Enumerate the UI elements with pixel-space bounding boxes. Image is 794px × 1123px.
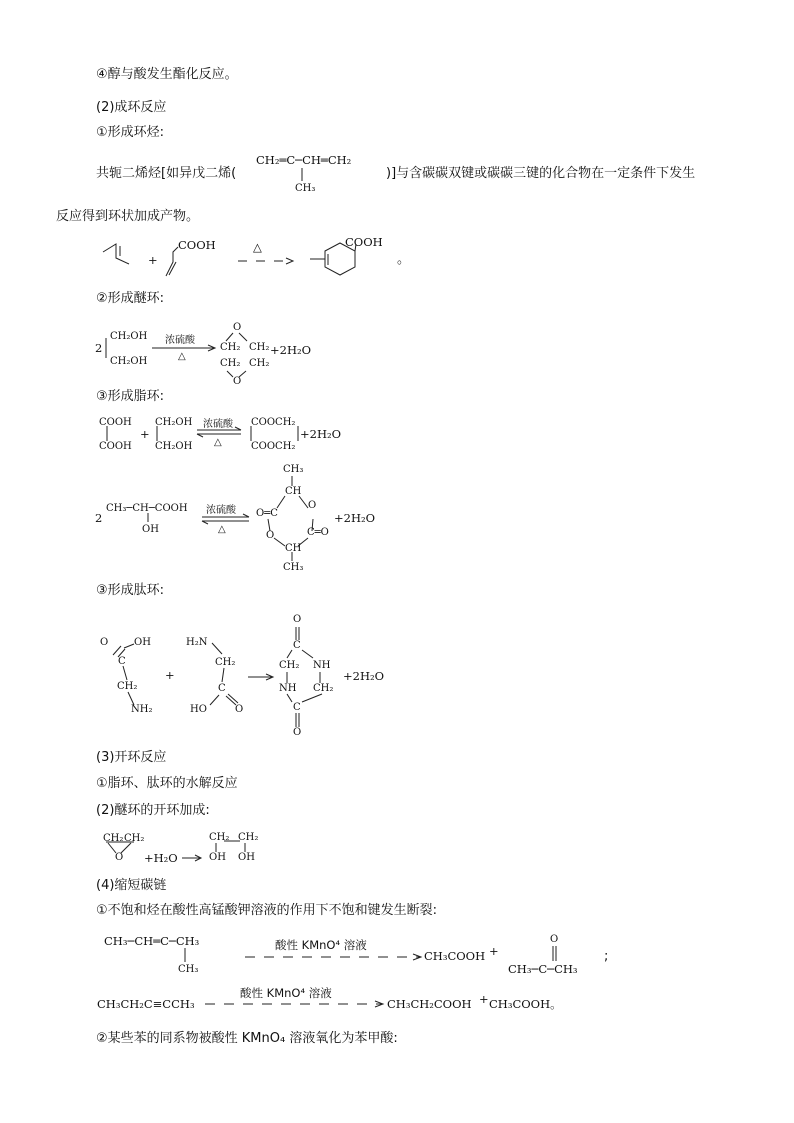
sub-unsaturated-oxidation: ①不饱和烃在酸性高锰酸钾溶液的作用下不饱和键发生断裂: bbox=[96, 903, 438, 918]
gly1-c: C bbox=[118, 656, 126, 667]
oxalic-cooh-1: COOH bbox=[99, 417, 132, 428]
dkp-ch2-right: CH₂ bbox=[313, 683, 334, 694]
dioxane-ch2-4: CH₂ bbox=[249, 358, 270, 369]
dkp-nh-right: NH bbox=[313, 660, 331, 671]
oxid2-condition: 酸性 KMnO⁴ 溶液 bbox=[240, 986, 332, 1000]
ether-coef: 2 bbox=[95, 341, 103, 355]
peptide-water: +2H₂O bbox=[343, 669, 385, 683]
dkp-o-top: O bbox=[293, 614, 302, 625]
gly1-ch2: CH₂ bbox=[117, 681, 138, 692]
glycol-ch2-b: CH₂ bbox=[238, 832, 259, 843]
isoprene-top: CH₂═C─CH═CH₂ bbox=[256, 153, 352, 167]
alkyne-formula: CH₃CH₂C≡CCH₃ bbox=[97, 997, 195, 1011]
text-diene-b: )]与含碳碳双键或碳碳三键的化合物在一定条件下发生 bbox=[386, 166, 696, 181]
da-plus: + bbox=[148, 253, 158, 267]
isoprene-methyl: CH₃ bbox=[295, 183, 316, 194]
oxid2-product-acetic: CH₃COOH。 bbox=[489, 997, 562, 1011]
lactide-ch-top: CH bbox=[285, 486, 302, 497]
ether-cond-top: 浓硫酸 bbox=[165, 335, 195, 346]
lactide-oc: O═C bbox=[256, 508, 278, 519]
sub-ether-ring: ②形成醚环: bbox=[96, 291, 165, 306]
sub-ester-ring: ③形成脂环: bbox=[96, 389, 165, 404]
ester2-coef: 2 bbox=[95, 511, 103, 525]
dioxane-o-top: O bbox=[233, 322, 242, 333]
heading-ring-opening: (3)开环反应 bbox=[96, 750, 167, 765]
ether-r2: CH₂OH bbox=[110, 356, 148, 367]
sub-hydrolysis: ①脂环、肽环的水解反应 bbox=[96, 776, 238, 791]
dkp-c-top: C bbox=[293, 640, 301, 651]
sub-benzene-oxidation: ②某些苯的同系物被酸性 KMnO₄ 溶液氧化为苯甲酸: bbox=[96, 1031, 398, 1046]
gly2-c: C bbox=[218, 683, 226, 694]
epoxide-water: +H₂O bbox=[144, 851, 178, 865]
lactic-oh: OH bbox=[142, 524, 159, 535]
oxalic-cooh-2: COOH bbox=[99, 441, 132, 452]
product-cooh: COOH bbox=[345, 235, 383, 249]
dkp-o-bot: O bbox=[293, 727, 302, 738]
ether-product-water: +2H₂O bbox=[270, 343, 312, 357]
oxid2-plus: + bbox=[479, 992, 489, 1006]
da-heat: △ bbox=[253, 240, 262, 254]
ether-r1: CH₂OH bbox=[110, 331, 148, 342]
dioxane-ch2-2: CH₂ bbox=[249, 342, 270, 353]
lactide-o-left: O bbox=[266, 530, 275, 541]
ketone-formula: CH₃─C─CH₃ bbox=[508, 962, 578, 976]
gly1-oh: OH bbox=[134, 637, 151, 648]
heading-chain-shortening: (4)缩短碳链 bbox=[96, 878, 167, 893]
glycol-oh-a: OH bbox=[209, 852, 226, 863]
epoxide-o: O bbox=[115, 852, 124, 863]
oxid1-condition: 酸性 KMnO⁴ 溶液 bbox=[275, 938, 367, 952]
oxid2-product-propanoic: CH₃CH₂COOH bbox=[387, 997, 472, 1011]
oxid1-end: ; bbox=[604, 949, 609, 964]
lactide-ch-bot: CH bbox=[285, 543, 302, 554]
ester2-water: +2H₂O bbox=[334, 511, 376, 525]
ester2-cond-bot: △ bbox=[218, 524, 226, 535]
gly1-o: O bbox=[100, 637, 109, 648]
ester1-cond-bot: △ bbox=[214, 437, 222, 448]
ester1-plus: + bbox=[140, 427, 150, 441]
lactide-ch3-top: CH₃ bbox=[283, 464, 304, 475]
oxid1-product-acetic: CH₃COOH bbox=[424, 949, 486, 963]
ether-cond-bot: △ bbox=[178, 351, 186, 362]
dkp-ch2-left: CH₂ bbox=[279, 660, 300, 671]
epoxide-ch2-b: CH₂ bbox=[124, 833, 145, 844]
lactic-acid: CH₃─CH─COOH bbox=[106, 503, 188, 514]
sub-ether-opening: (2)醚环的开环加成: bbox=[96, 803, 210, 818]
text-diene-a: 共轭二烯烃[如异戊二烯( bbox=[96, 166, 237, 181]
da-end: 。 bbox=[397, 252, 411, 267]
gly2-h2n: H₂N bbox=[186, 637, 208, 648]
ester1-p1: COOCH₂ bbox=[251, 417, 296, 428]
glycol-oh-b: OH bbox=[238, 852, 255, 863]
epoxide-ch2-a: CH₂ bbox=[103, 833, 124, 844]
lactide-ch3-bot: CH₃ bbox=[283, 562, 304, 573]
sub-peptide-ring: ③形成肽环: bbox=[96, 583, 165, 598]
gly1-nh2: NH₂ bbox=[131, 704, 153, 715]
ester1-water: +2H₂O bbox=[300, 427, 342, 441]
gly2-ch2: CH₂ bbox=[215, 657, 236, 668]
ester1-cond-top: 浓硫酸 bbox=[203, 419, 233, 430]
gly2-o: O bbox=[235, 704, 244, 715]
text-cyclo-product: 反应得到环状加成产物。 bbox=[56, 209, 200, 224]
ketone-o: O bbox=[550, 934, 559, 945]
glycol-r1: CH₂OH bbox=[155, 417, 193, 428]
dioxane-ch2-1: CH₂ bbox=[220, 342, 241, 353]
lactide-co: C═O bbox=[307, 527, 329, 538]
heading-ring-formation: (2)成环反应 bbox=[96, 100, 167, 115]
dioxane-ch2-3: CH₂ bbox=[220, 358, 241, 369]
peptide-plus: + bbox=[165, 668, 175, 682]
dkp-nh-left: NH bbox=[279, 683, 297, 694]
dkp-c-bot: C bbox=[293, 702, 301, 713]
gly2-ho: HO bbox=[190, 704, 207, 715]
sub-cyclic-hydrocarbon: ①形成环烃: bbox=[96, 125, 165, 140]
alkene-formula: CH₃─CH═C─CH₃ bbox=[104, 934, 200, 948]
ester2-cond-top: 浓硫酸 bbox=[206, 505, 236, 516]
acrylic-cooh: COOH bbox=[178, 238, 216, 252]
glycol-r2: CH₂OH bbox=[155, 441, 193, 452]
alkene-methyl: CH₃ bbox=[178, 964, 199, 975]
lactide-o-right: O bbox=[308, 500, 317, 511]
ester1-p2: COOCH₂ bbox=[251, 441, 296, 452]
glycol-ch2-a: CH₂ bbox=[209, 832, 230, 843]
oxid1-plus: + bbox=[489, 944, 499, 958]
dioxane-o-bot: O bbox=[233, 376, 242, 387]
line-esterification: ④醇与酸发生酯化反应。 bbox=[96, 67, 238, 82]
